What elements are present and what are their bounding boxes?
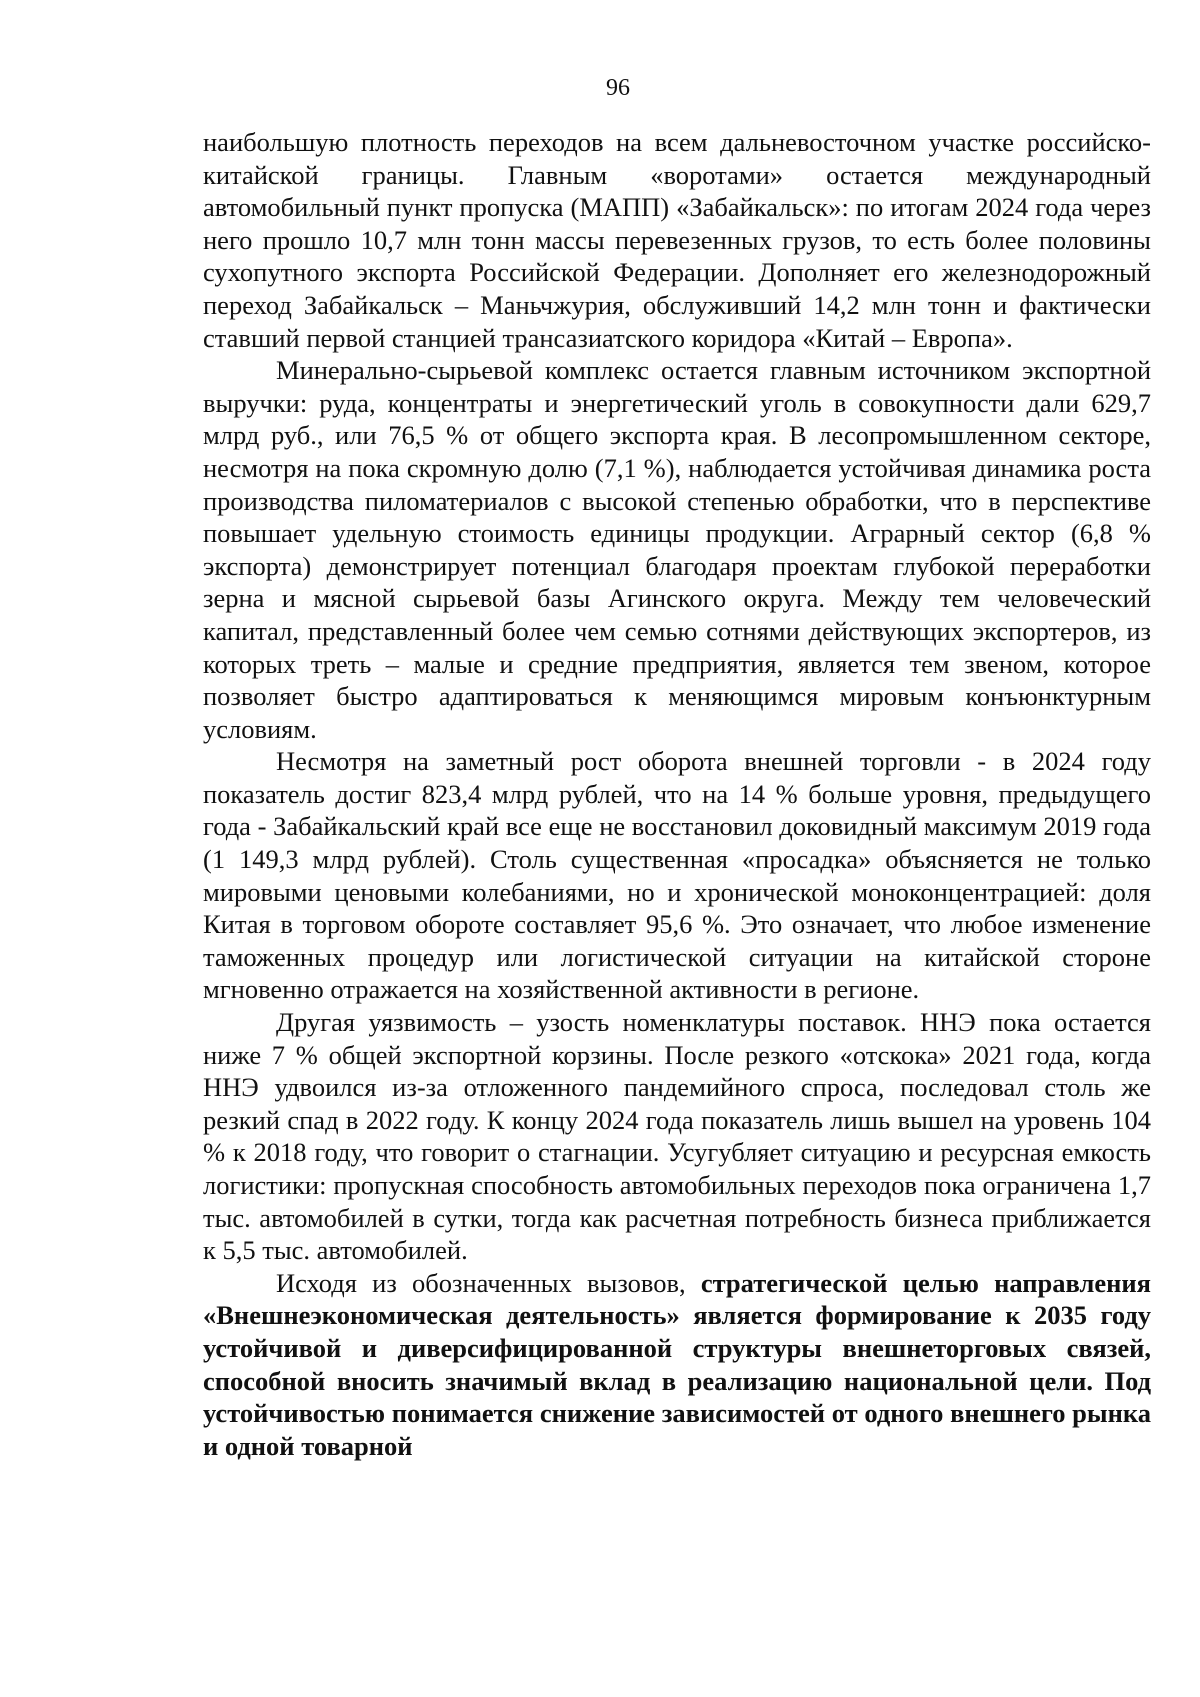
paragraph-2: Минерально-сырьевой комплекс остается главным источником экспортной выручки: руда, концентраты и энергетический уголь в совокупности дали 629,7 млрд руб., или 76,5 % от общего экспорта края. В лесопромышленном секторе, несмотря на пока скромную долю (7,1 %), наблюдается устойчивая динамика роста производства пиломатериалов с высокой степенью обработки, что в перспективе повышает удельную стоимость единицы продукции. Аграрный сектор (6,8 % экспорта) демонстрирует потенциал благодаря проектам глубокой переработки зерна и мясной сырьевой базы Агинского округа. Между тем человеческий капитал, представленный более чем семью сотнями действующих экспортеров, из которых треть – малые и средние предприятия, является тем звеном, которое позволяет быстро адаптироваться к меняющимся мировым конъюнктурным условиям. — [203, 355, 1151, 744]
paragraph-4: Другая уязвимость – узость номенклатуры поставок. ННЭ пока остается ниже 7 % общей экспортной корзины. После резкого «отскока» 2021 года, когда ННЭ удвоился из-за отложенного пандемийного спроса, последовал столь же резкий спад в 2022 году. К концу 2024 года показатель лишь вышел на уровень 104 % к 2018 году, что говорит о стагнации. Усугубляет ситуацию и ресурсная емкость логистики: пропускная способность автомобильных переходов пока ограничена 1,7 тыс. автомобилей в сутки, тогда как расчетная потребность бизнеса приближается к 5,5 тыс. автомобилей. — [203, 1007, 1151, 1266]
page-number: 96 — [606, 75, 630, 101]
paragraph-1: наибольшую плотность переходов на всем дальневосточном участке российско-китайской границы. Главным «воротами» остается международный автомобильный пункт пропуска (МАПП) «Забайкальск»: по итогам 2024 года через него прошло 10,7 млн тонн массы перевезенных грузов, то есть более половины сухопутного экспорта Российской Федерации. Дополняет его железнодорожный переход Забайкальск – Маньчжурия, обслуживший 14,2 млн тонн и фактически ставший первой станцией трансазиатского коридора «Китай – Европа». — [203, 127, 1151, 353]
document-body — [203, 126, 1151, 1462]
paragraph-3: Несмотря на заметный рост оборота внешней торговли - в 2024 году показатель достиг 823,4 млрд рублей, что на 14 % больше уровня, предыдущего года - Забайкальский край все еще не восстановил доковидный максимум 2019 года (1 149,3 млрд рублей). Столь существенная «просадка» объясняется не только мировыми ценовыми колебаниями, но и хронической моноконцентрацией: доля Китая в торговом обороте составляет 95,6 %. Это означает, что любое изменение таможенных процедур или логистической ситуации на китайской стороне мгновенно отражается на хозяйственной активности в регионе. — [203, 746, 1151, 1005]
paragraph-5-bold-text: стратегической целью направления «Внешнеэкономическая деятельность» является формирование к 2035 году устойчивой и диверсифицированной структуры внешнеторговых связей, способной вносить значимый вклад в реализацию национальной цели. Под устойчивостью понимается снижение зависимостей от одного внешнего рынка и одной товарной — [203, 1267, 1151, 1461]
paragraph-5 — [203, 1267, 1151, 1463]
paragraph-5-regular-text: Исходя из обозначенных вызовов, — [276, 1267, 701, 1298]
